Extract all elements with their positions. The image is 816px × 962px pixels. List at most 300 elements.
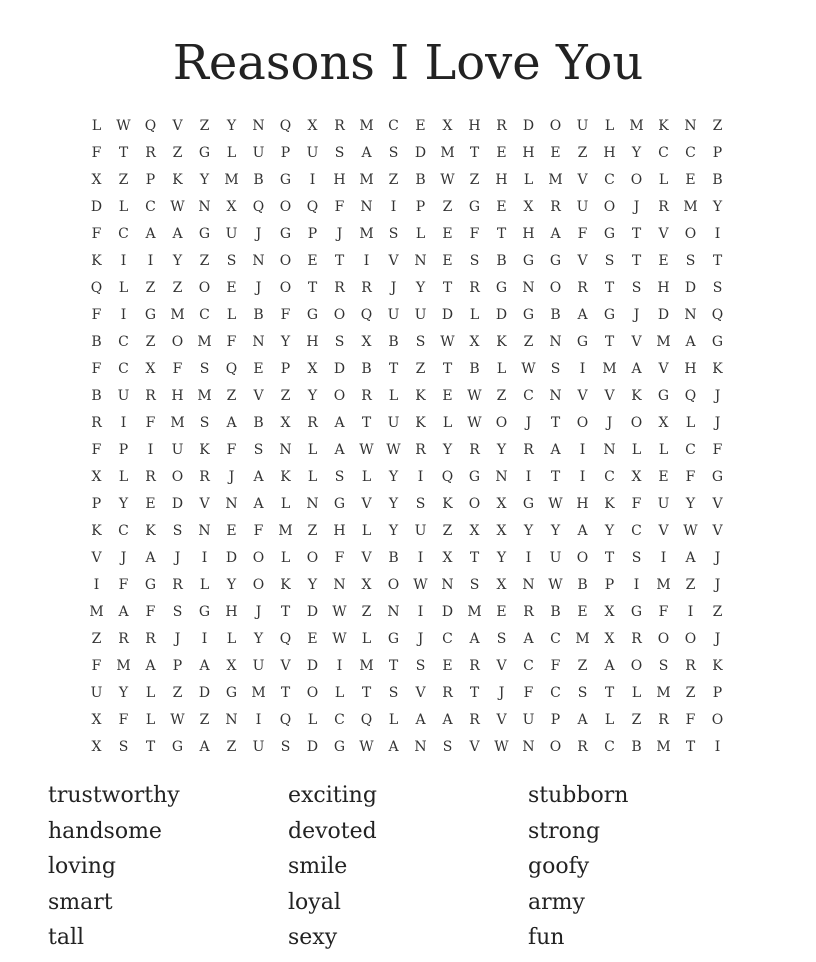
grid-letter[interactable]: M (89, 603, 104, 620)
grid-letter[interactable]: U (414, 306, 427, 323)
grid-letter[interactable]: T (604, 684, 615, 701)
grid-letter[interactable]: X (361, 333, 372, 350)
grid-letter[interactable]: H (576, 495, 589, 512)
grid-letter[interactable]: F (253, 522, 264, 539)
grid-letter[interactable]: N (279, 441, 292, 458)
grid-letter[interactable]: D (198, 684, 211, 701)
grid-letter[interactable]: X (604, 603, 615, 620)
grid-letter[interactable]: C (118, 225, 129, 242)
grid-letter[interactable]: C (442, 630, 453, 647)
grid-letter[interactable]: I (147, 252, 154, 269)
grid-letter[interactable]: S (199, 414, 210, 431)
grid-letter[interactable]: N (360, 198, 373, 215)
grid-letter[interactable]: K (712, 657, 723, 674)
grid-letter[interactable]: A (145, 657, 156, 674)
grid-letter[interactable]: N (495, 468, 508, 485)
grid-letter[interactable]: P (712, 144, 723, 161)
grid-letter[interactable]: N (549, 387, 562, 404)
grid-letter[interactable]: R (550, 198, 561, 215)
grid-letter[interactable]: X (226, 657, 237, 674)
grid-letter[interactable]: O (630, 171, 643, 188)
grid-letter[interactable]: B (253, 306, 264, 323)
grid-letter[interactable]: O (684, 630, 697, 647)
grid-letter[interactable]: T (442, 360, 453, 377)
grid-letter[interactable]: Q (360, 711, 373, 728)
grid-letter[interactable]: N (225, 711, 238, 728)
grid-letter[interactable]: Q (279, 117, 292, 134)
grid-letter[interactable]: Z (307, 522, 318, 539)
grid-letter[interactable]: A (253, 495, 264, 512)
grid-letter[interactable]: F (172, 360, 183, 377)
grid-letter[interactable]: S (334, 333, 345, 350)
grid-letter[interactable]: S (280, 738, 291, 755)
grid-letter[interactable]: R (685, 657, 696, 674)
grid-letter[interactable]: R (469, 711, 480, 728)
grid-letter[interactable]: S (685, 252, 696, 269)
grid-letter[interactable]: T (469, 684, 480, 701)
grid-letter[interactable]: J (714, 387, 721, 404)
grid-letter[interactable]: Z (496, 387, 507, 404)
grid-letter[interactable]: U (306, 144, 319, 161)
grid-letter[interactable]: V (361, 549, 372, 566)
grid-letter[interactable]: F (91, 360, 102, 377)
grid-letter[interactable]: K (604, 495, 615, 512)
grid-letter[interactable]: K (91, 252, 102, 269)
grid-letter[interactable]: B (253, 171, 264, 188)
grid-letter[interactable]: F (145, 603, 156, 620)
grid-letter[interactable]: C (604, 468, 615, 485)
grid-letter[interactable]: G (198, 603, 211, 620)
grid-letter[interactable]: X (91, 171, 102, 188)
grid-letter[interactable]: P (415, 198, 426, 215)
grid-letter[interactable]: W (413, 576, 428, 593)
grid-letter[interactable]: I (579, 468, 586, 485)
grid-letter[interactable]: O (657, 630, 670, 647)
grid-letter[interactable]: D (225, 549, 238, 566)
grid-letter[interactable]: O (387, 576, 400, 593)
grid-letter[interactable]: X (361, 576, 372, 593)
grid-letter[interactable]: M (359, 657, 374, 674)
grid-letter[interactable]: M (656, 333, 671, 350)
grid-letter[interactable]: O (549, 117, 562, 134)
grid-letter[interactable]: J (228, 468, 235, 485)
grid-letter[interactable]: R (145, 387, 156, 404)
grid-letter[interactable]: Z (388, 171, 399, 188)
grid-letter[interactable]: Z (172, 144, 183, 161)
grid-letter[interactable]: Z (199, 252, 210, 269)
grid-letter[interactable]: L (145, 711, 156, 728)
grid-letter[interactable]: G (603, 306, 616, 323)
grid-letter[interactable]: N (252, 333, 265, 350)
grid-letter[interactable]: L (361, 468, 372, 485)
grid-letter[interactable]: E (496, 603, 507, 620)
grid-letter[interactable]: Q (144, 117, 157, 134)
grid-letter[interactable]: L (307, 711, 318, 728)
grid-letter[interactable]: L (226, 630, 237, 647)
grid-letter[interactable]: R (523, 441, 534, 458)
grid-letter[interactable]: V (253, 387, 264, 404)
grid-letter[interactable]: O (171, 468, 184, 485)
grid-letter[interactable]: S (442, 738, 453, 755)
grid-letter[interactable]: L (307, 441, 318, 458)
grid-letter[interactable]: L (415, 225, 426, 242)
grid-letter[interactable]: I (363, 252, 370, 269)
grid-letter[interactable]: J (633, 306, 640, 323)
grid-letter[interactable]: A (631, 360, 642, 377)
grid-letter[interactable]: Z (631, 711, 642, 728)
grid-letter[interactable]: Y (253, 630, 264, 647)
grid-letter[interactable]: O (711, 711, 724, 728)
grid-letter[interactable]: Z (226, 738, 237, 755)
grid-letter[interactable]: M (224, 171, 239, 188)
grid-letter[interactable]: P (118, 441, 129, 458)
grid-letter[interactable]: C (685, 144, 696, 161)
grid-letter[interactable]: H (522, 144, 535, 161)
grid-letter[interactable]: H (333, 522, 346, 539)
grid-letter[interactable]: G (495, 279, 508, 296)
grid-letter[interactable]: G (387, 630, 400, 647)
grid-letter[interactable]: A (577, 306, 588, 323)
grid-letter[interactable]: I (579, 441, 586, 458)
grid-letter[interactable]: L (442, 414, 453, 431)
grid-letter[interactable]: Y (172, 252, 183, 269)
grid-letter[interactable]: B (253, 414, 264, 431)
grid-letter[interactable]: I (201, 630, 208, 647)
grid-letter[interactable]: W (521, 360, 536, 377)
grid-letter[interactable]: N (414, 738, 427, 755)
grid-letter[interactable]: I (336, 657, 343, 674)
grid-letter[interactable]: I (93, 576, 100, 593)
grid-letter[interactable]: N (252, 252, 265, 269)
grid-letter[interactable]: A (604, 657, 615, 674)
grid-letter[interactable]: L (469, 306, 480, 323)
grid-letter[interactable]: Q (279, 711, 292, 728)
grid-letter[interactable]: A (469, 630, 480, 647)
grid-letter[interactable]: S (712, 279, 723, 296)
grid-letter[interactable]: F (631, 495, 642, 512)
grid-letter[interactable]: U (657, 495, 670, 512)
grid-letter[interactable]: T (604, 333, 615, 350)
grid-letter[interactable]: F (469, 225, 480, 242)
grid-letter[interactable]: E (145, 495, 156, 512)
grid-letter[interactable]: R (172, 576, 183, 593)
grid-letter[interactable]: L (658, 441, 669, 458)
grid-letter[interactable]: F (685, 711, 696, 728)
grid-letter[interactable]: R (334, 117, 345, 134)
grid-letter[interactable]: D (684, 279, 697, 296)
grid-letter[interactable]: D (441, 306, 454, 323)
grid-letter[interactable]: F (523, 684, 534, 701)
grid-letter[interactable]: C (604, 171, 615, 188)
grid-letter[interactable]: W (359, 738, 374, 755)
grid-letter[interactable]: I (255, 711, 262, 728)
grid-letter[interactable]: B (388, 333, 399, 350)
grid-letter[interactable]: D (414, 144, 427, 161)
grid-letter[interactable]: R (334, 279, 345, 296)
grid-letter[interactable]: A (145, 549, 156, 566)
grid-letter[interactable]: S (415, 333, 426, 350)
grid-letter[interactable]: V (712, 495, 723, 512)
grid-letter[interactable]: W (332, 630, 347, 647)
grid-letter[interactable]: E (496, 144, 507, 161)
grid-letter[interactable]: K (91, 522, 102, 539)
grid-letter[interactable]: T (280, 603, 291, 620)
grid-letter[interactable]: J (255, 225, 262, 242)
grid-letter[interactable]: A (253, 468, 264, 485)
grid-letter[interactable]: R (145, 468, 156, 485)
grid-letter[interactable]: R (523, 603, 534, 620)
grid-letter[interactable]: J (174, 630, 181, 647)
grid-letter[interactable]: U (549, 549, 562, 566)
grid-letter[interactable]: G (468, 198, 481, 215)
grid-letter[interactable]: X (91, 738, 102, 755)
grid-letter[interactable]: M (197, 387, 212, 404)
grid-letter[interactable]: L (145, 684, 156, 701)
grid-letter[interactable]: I (120, 306, 127, 323)
grid-letter[interactable]: W (467, 387, 482, 404)
grid-letter[interactable]: L (226, 306, 237, 323)
grid-letter[interactable]: O (279, 279, 292, 296)
grid-letter[interactable]: A (523, 630, 534, 647)
grid-letter[interactable]: N (441, 576, 454, 593)
grid-letter[interactable]: A (685, 549, 696, 566)
grid-letter[interactable]: Z (685, 576, 696, 593)
grid-letter[interactable]: Z (145, 279, 156, 296)
grid-letter[interactable]: M (467, 603, 482, 620)
grid-letter[interactable]: X (604, 630, 615, 647)
grid-letter[interactable]: M (278, 522, 293, 539)
grid-letter[interactable]: N (522, 738, 535, 755)
grid-letter[interactable]: E (442, 657, 453, 674)
grid-letter[interactable]: G (333, 495, 346, 512)
grid-letter[interactable]: Z (118, 171, 129, 188)
grid-letter[interactable]: J (714, 630, 721, 647)
grid-letter[interactable]: K (415, 414, 426, 431)
grid-letter[interactable]: W (170, 711, 185, 728)
grid-letter[interactable]: G (198, 144, 211, 161)
grid-letter[interactable]: U (117, 387, 130, 404)
grid-letter[interactable]: S (172, 522, 183, 539)
grid-letter[interactable]: S (604, 252, 615, 269)
grid-letter[interactable]: M (629, 117, 644, 134)
grid-letter[interactable]: X (280, 414, 291, 431)
grid-letter[interactable]: L (118, 279, 129, 296)
grid-letter[interactable]: A (361, 144, 372, 161)
grid-letter[interactable]: X (442, 549, 453, 566)
grid-letter[interactable]: E (658, 468, 669, 485)
grid-letter[interactable]: M (575, 630, 590, 647)
grid-letter[interactable]: O (171, 333, 184, 350)
grid-letter[interactable]: T (361, 414, 372, 431)
grid-letter[interactable]: F (91, 306, 102, 323)
grid-letter[interactable]: H (657, 279, 670, 296)
grid-letter[interactable]: R (91, 414, 102, 431)
grid-letter[interactable]: I (417, 603, 424, 620)
grid-letter[interactable]: L (199, 576, 210, 593)
grid-letter[interactable]: E (226, 522, 237, 539)
grid-letter[interactable]: A (172, 225, 183, 242)
grid-letter[interactable]: N (522, 576, 535, 593)
grid-letter[interactable]: U (225, 225, 238, 242)
grid-letter[interactable]: L (631, 441, 642, 458)
grid-letter[interactable]: T (604, 279, 615, 296)
grid-letter[interactable]: E (442, 252, 453, 269)
grid-letter[interactable]: G (522, 306, 535, 323)
grid-letter[interactable]: W (332, 603, 347, 620)
grid-letter[interactable]: Z (415, 360, 426, 377)
grid-letter[interactable]: N (252, 117, 265, 134)
grid-letter[interactable]: V (604, 387, 615, 404)
grid-letter[interactable]: V (658, 225, 669, 242)
grid-letter[interactable]: B (91, 387, 102, 404)
grid-letter[interactable]: T (388, 360, 399, 377)
grid-letter[interactable]: G (576, 333, 589, 350)
grid-letter[interactable]: F (550, 657, 561, 674)
grid-letter[interactable]: R (442, 684, 453, 701)
grid-letter[interactable]: Z (685, 684, 696, 701)
grid-letter[interactable]: I (120, 414, 127, 431)
grid-letter[interactable]: A (199, 657, 210, 674)
grid-letter[interactable]: R (658, 198, 669, 215)
grid-letter[interactable]: R (199, 468, 210, 485)
grid-letter[interactable]: B (496, 252, 507, 269)
grid-letter[interactable]: U (252, 144, 265, 161)
grid-letter[interactable]: M (602, 360, 617, 377)
grid-letter[interactable]: Q (306, 198, 319, 215)
grid-letter[interactable]: N (225, 495, 238, 512)
grid-letter[interactable]: E (307, 252, 318, 269)
grid-letter[interactable]: D (171, 495, 184, 512)
grid-letter[interactable]: O (252, 549, 265, 566)
grid-letter[interactable]: T (496, 225, 507, 242)
grid-letter[interactable]: N (603, 441, 616, 458)
grid-letter[interactable]: K (712, 360, 723, 377)
grid-letter[interactable]: S (415, 495, 426, 512)
grid-letter[interactable]: M (359, 117, 374, 134)
grid-letter[interactable]: V (91, 549, 102, 566)
grid-letter[interactable]: O (306, 684, 319, 701)
grid-letter[interactable]: I (120, 252, 127, 269)
grid-letter[interactable]: B (712, 171, 723, 188)
grid-letter[interactable]: F (577, 225, 588, 242)
grid-letter[interactable]: O (252, 576, 265, 593)
grid-letter[interactable]: O (603, 198, 616, 215)
grid-letter[interactable]: R (469, 657, 480, 674)
grid-letter[interactable]: Y (307, 576, 318, 593)
grid-letter[interactable]: S (226, 252, 237, 269)
grid-letter[interactable]: Z (712, 117, 723, 134)
grid-letter[interactable]: S (172, 603, 183, 620)
grid-letter[interactable]: Z (523, 333, 534, 350)
grid-letter[interactable]: F (118, 711, 129, 728)
grid-letter[interactable]: F (91, 657, 102, 674)
grid-letter[interactable]: L (388, 387, 399, 404)
grid-letter[interactable]: Z (469, 171, 480, 188)
grid-letter[interactable]: T (604, 549, 615, 566)
grid-letter[interactable]: Y (496, 441, 507, 458)
grid-letter[interactable]: S (334, 144, 345, 161)
grid-letter[interactable]: T (712, 252, 723, 269)
grid-letter[interactable]: H (333, 171, 346, 188)
grid-letter[interactable]: T (280, 684, 291, 701)
grid-letter[interactable]: M (359, 225, 374, 242)
grid-letter[interactable]: K (199, 441, 210, 458)
grid-letter[interactable]: M (656, 684, 671, 701)
grid-letter[interactable]: S (388, 225, 399, 242)
grid-letter[interactable]: I (579, 360, 586, 377)
grid-letter[interactable]: R (577, 279, 588, 296)
grid-letter[interactable]: C (523, 657, 534, 674)
grid-letter[interactable]: R (145, 630, 156, 647)
grid-letter[interactable]: J (390, 279, 397, 296)
grid-letter[interactable]: C (604, 738, 615, 755)
grid-letter[interactable]: F (145, 414, 156, 431)
grid-letter[interactable]: V (496, 657, 507, 674)
grid-letter[interactable]: S (118, 738, 129, 755)
grid-letter[interactable]: Y (226, 117, 237, 134)
grid-letter[interactable]: U (90, 684, 103, 701)
grid-letter[interactable]: Q (225, 360, 238, 377)
grid-letter[interactable]: D (306, 738, 319, 755)
grid-letter[interactable]: X (91, 711, 102, 728)
grid-letter[interactable]: X (523, 198, 534, 215)
grid-letter[interactable]: D (306, 657, 319, 674)
grid-letter[interactable]: C (685, 441, 696, 458)
grid-letter[interactable]: M (656, 576, 671, 593)
grid-letter[interactable]: A (577, 711, 588, 728)
grid-letter[interactable]: B (631, 738, 642, 755)
grid-letter[interactable]: F (91, 441, 102, 458)
grid-letter[interactable]: C (388, 117, 399, 134)
grid-letter[interactable]: H (468, 117, 481, 134)
grid-letter[interactable]: U (252, 738, 265, 755)
grid-letter[interactable]: X (307, 360, 318, 377)
grid-letter[interactable]: S (631, 279, 642, 296)
grid-letter[interactable]: O (684, 225, 697, 242)
grid-letter[interactable]: L (118, 468, 129, 485)
grid-letter[interactable]: I (147, 441, 154, 458)
grid-letter[interactable]: L (118, 198, 129, 215)
grid-letter[interactable]: S (550, 360, 561, 377)
grid-letter[interactable]: F (712, 441, 723, 458)
grid-letter[interactable]: V (388, 252, 399, 269)
grid-letter[interactable]: Y (442, 441, 453, 458)
grid-letter[interactable]: Z (280, 387, 291, 404)
grid-letter[interactable]: X (469, 522, 480, 539)
grid-letter[interactable]: U (576, 117, 589, 134)
grid-letter[interactable]: M (170, 306, 185, 323)
grid-letter[interactable]: V (577, 252, 588, 269)
grid-letter[interactable]: G (306, 306, 319, 323)
grid-letter[interactable]: Q (684, 387, 697, 404)
grid-letter[interactable]: Q (252, 198, 265, 215)
grid-letter[interactable]: X (91, 468, 102, 485)
grid-letter[interactable]: I (714, 738, 721, 755)
grid-letter[interactable]: P (307, 225, 318, 242)
grid-letter[interactable]: A (145, 225, 156, 242)
grid-letter[interactable]: U (576, 198, 589, 215)
grid-letter[interactable]: R (469, 279, 480, 296)
grid-letter[interactable]: Y (226, 576, 237, 593)
grid-letter[interactable]: L (523, 171, 534, 188)
grid-letter[interactable]: V (361, 495, 372, 512)
grid-letter[interactable]: R (577, 738, 588, 755)
grid-letter[interactable]: L (388, 711, 399, 728)
grid-letter[interactable]: M (683, 198, 698, 215)
grid-letter[interactable]: Z (226, 387, 237, 404)
grid-letter[interactable]: T (550, 414, 561, 431)
grid-letter[interactable]: K (631, 387, 642, 404)
